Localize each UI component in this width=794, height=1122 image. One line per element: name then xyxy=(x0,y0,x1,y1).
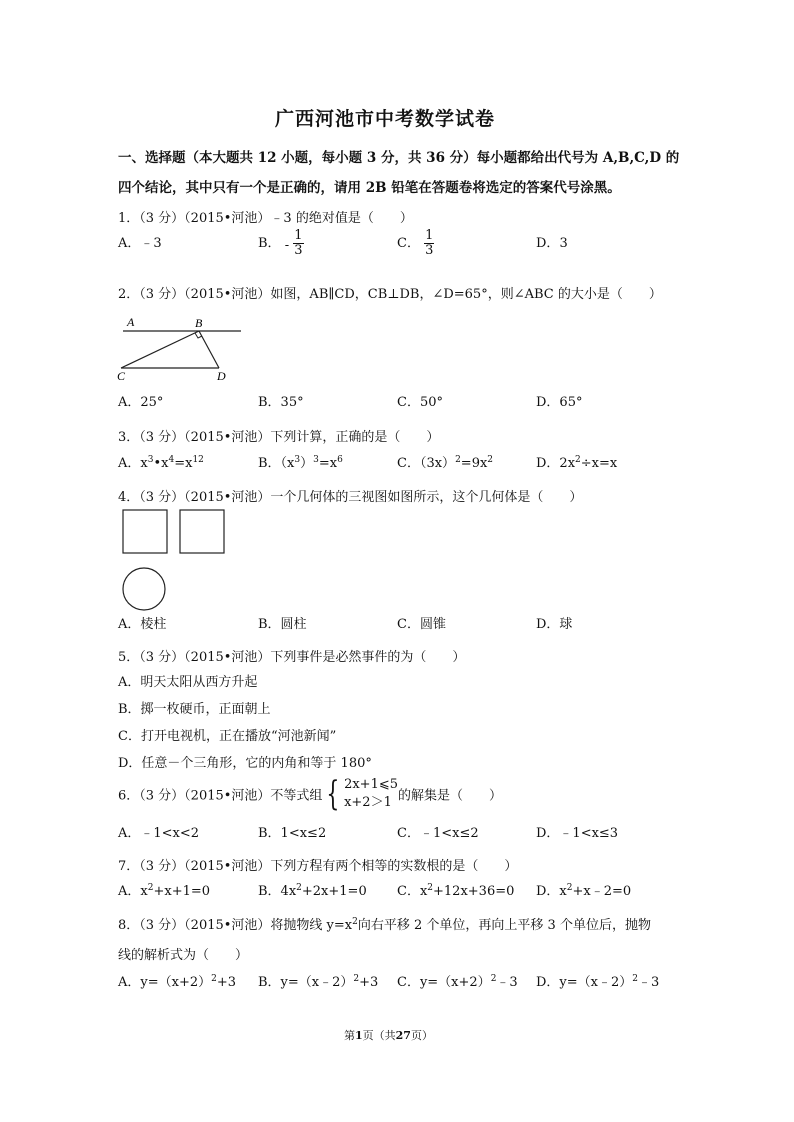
q2-option-d: D．65° xyxy=(536,395,583,410)
question-8-stem xyxy=(118,914,651,933)
inequality-1: 2x+1⩽5 xyxy=(344,777,399,792)
q1-option-a xyxy=(118,232,162,251)
page-total: 27 xyxy=(395,1029,411,1042)
expr-part: ） xyxy=(300,456,314,471)
point-label-d: D xyxy=(217,369,226,383)
expr-part: +3 xyxy=(216,975,237,990)
expr-part: +12x+36=0 xyxy=(433,884,515,899)
expr-part: +x+1=0 xyxy=(153,884,211,899)
q3-option-a xyxy=(118,452,204,471)
q4-option-a: A．棱柱 xyxy=(118,617,167,632)
q8-option-a xyxy=(118,971,236,990)
q2-geometry-figure xyxy=(115,312,245,384)
option-sign: - xyxy=(284,238,290,253)
option-label: D． xyxy=(536,236,560,251)
question-7-stem: 7．（3 分）（2015•河池）下列方程有两个相等的实数根的是（ ） xyxy=(118,859,518,874)
footer-text: 第 xyxy=(344,1029,355,1042)
exponent: 2 xyxy=(211,974,217,984)
stem-text: 的解集是（ ） xyxy=(398,788,503,804)
q1-option-b xyxy=(258,229,304,258)
question-2-stem: 2．（3 分）（2015•河池）如图，AB∥CD，CB⊥DB，∠D=65°，则∠ABC 的大小是（ ） xyxy=(118,287,662,302)
page-footer xyxy=(344,1027,433,1043)
q5-option-b: B．掷一枚硬币，正面朝上 xyxy=(118,702,271,717)
exponent: 3 xyxy=(294,455,301,465)
q8-option-c xyxy=(397,971,518,990)
exponent: 3 xyxy=(147,455,154,465)
exponent: 2 xyxy=(427,883,434,893)
q1-option-c xyxy=(397,229,434,258)
q7-option-d xyxy=(536,880,631,899)
expr-part: A．x xyxy=(118,456,148,471)
expr-part: ﹣3 xyxy=(496,975,518,990)
point-label-c: C xyxy=(117,369,126,383)
option-text: ﹣3 xyxy=(140,236,162,251)
q2-option-b: B．35° xyxy=(258,395,304,410)
side-view-square xyxy=(180,510,224,553)
expr-part: ﹣3 xyxy=(638,975,660,990)
exponent: 2 xyxy=(632,974,638,984)
exponent: 2 xyxy=(353,974,360,984)
exponent: 2 xyxy=(575,455,581,465)
exponent: 6 xyxy=(337,455,343,465)
segment-bc xyxy=(121,331,199,368)
expr-part: =x xyxy=(174,456,193,471)
page-number: 1 xyxy=(355,1029,363,1042)
question-3-stem: 3．（3 分）（2015•河池）下列计算，正确的是（ ） xyxy=(118,430,440,445)
front-view-square xyxy=(123,510,167,553)
question-8-stem-line2: 线的解析式为（ ） xyxy=(118,948,249,963)
q8-option-d xyxy=(536,971,659,990)
stem-text: 6．（3 分）（2015•河池）不等式组 xyxy=(118,788,323,804)
exponent: 2 xyxy=(487,455,494,465)
q4-option-b: B．圆柱 xyxy=(258,617,307,632)
q6-option-b: B．1<x≤2 xyxy=(258,826,327,841)
option-label: B． xyxy=(258,236,281,251)
footer-text: 页（共 xyxy=(362,1029,396,1042)
point-label-a: A xyxy=(127,315,135,329)
option-text: 3 xyxy=(559,236,568,251)
expr-part: +3 xyxy=(359,975,379,990)
question-6-stem xyxy=(118,776,502,812)
denominator: 3 xyxy=(425,243,434,258)
expr-part: ÷x=x xyxy=(580,456,618,471)
fraction xyxy=(424,229,434,258)
q2-option-a: A．25° xyxy=(118,395,164,410)
fraction xyxy=(293,229,303,258)
question-4-stem: 4．（3 分）（2015•河池）一个几何体的三视图如图所示，这个几何体是（ ） xyxy=(118,490,583,505)
denominator: 3 xyxy=(294,243,303,258)
exponent: 2 xyxy=(455,455,461,465)
inequality-system xyxy=(344,776,398,812)
expr-part: =9x xyxy=(460,456,488,471)
expr-part: A．y=（x+2） xyxy=(118,975,212,990)
exponent: 3 xyxy=(313,455,319,465)
expr-part: D．y=（x﹣2） xyxy=(536,975,633,990)
page-title: 广西河池市中考数学试卷 xyxy=(275,108,496,130)
expr-part: •x xyxy=(153,456,169,471)
section-header-line2: 四个结论，其中只有一个是正确的，请用 2B 铅笔在答题卷将选定的答案代号涂黑。 xyxy=(118,180,621,196)
stem-text: 8．（3 分）（2015•河池）将抛物线 y=x xyxy=(118,918,353,933)
top-view-circle xyxy=(123,568,165,610)
exponent: 2 xyxy=(147,883,154,893)
numerator: 1 xyxy=(425,228,434,243)
numerator: 1 xyxy=(294,228,303,243)
q3-option-d xyxy=(536,452,617,471)
q6-option-c: C．﹣1<x≤2 xyxy=(397,826,479,841)
option-label: C． xyxy=(397,236,420,251)
stem-text: 向右平移 2 个单位，再向上平移 3 个单位后，抛物 xyxy=(357,918,651,933)
q6-option-a: A．﹣1<x<2 xyxy=(118,826,200,841)
expr-part: D．x xyxy=(536,884,567,899)
expr-part: B．4x xyxy=(258,884,297,899)
q2-option-c: C．50° xyxy=(397,395,443,410)
expr-part: B．y=（x﹣2） xyxy=(258,975,354,990)
expr-part: +2x+1=0 xyxy=(301,884,367,899)
q3-option-c xyxy=(397,452,493,471)
option-label: A． xyxy=(118,236,141,251)
expr-part: B．（x xyxy=(258,456,295,471)
left-brace: { xyxy=(326,774,340,814)
q6-option-d: D．﹣1<x≤3 xyxy=(536,826,619,841)
question-1-stem: 1．（3 分）（2015•河池）﹣3 的绝对值是（ ） xyxy=(118,211,413,226)
point-label-b: B xyxy=(195,316,203,330)
q7-option-b xyxy=(258,880,367,899)
exponent: 2 xyxy=(352,917,358,927)
q5-option-a: A．明天太阳从西方升起 xyxy=(118,675,258,690)
expr-part: C．y=（x+2） xyxy=(397,975,491,990)
exponent: 2 xyxy=(296,883,302,893)
q7-option-c xyxy=(397,880,514,899)
exponent: 2 xyxy=(490,974,497,984)
q8-option-b xyxy=(258,971,378,990)
inequality-2: x+2＞1 xyxy=(344,795,392,810)
section-header-line1: 一、选择题（本大题共 12 小题，每小题 3 分，共 36 分）每小题都给出代号为 A,B,C,D 的 xyxy=(118,150,680,166)
expr-part: +x﹣2=0 xyxy=(572,884,632,899)
q1-option-d xyxy=(536,232,568,251)
expr-part: =x xyxy=(318,456,338,471)
q4-three-view-figure xyxy=(118,508,230,612)
exponent: 4 xyxy=(168,455,175,465)
q5-option-c: C．打开电视机，正在播放“河池新闻” xyxy=(118,729,337,744)
q4-option-d: D．球 xyxy=(536,617,573,632)
question-5-stem: 5．（3 分）（2015•河池）下列事件是必然事件的为（ ） xyxy=(118,650,466,665)
expr-part: C．x xyxy=(397,884,428,899)
exponent: 12 xyxy=(192,455,204,465)
exponent: 2 xyxy=(566,883,573,893)
q3-option-b xyxy=(258,452,343,471)
q5-option-d: D．任意－个三角形，它的内角和等于 180° xyxy=(118,756,372,771)
expr-part: D．2x xyxy=(536,456,576,471)
expr-part: C．（3x） xyxy=(397,456,456,471)
q7-option-a xyxy=(118,880,210,899)
footer-text: 页） xyxy=(410,1029,433,1042)
q4-option-c: C．圆锥 xyxy=(397,617,446,632)
expr-part: A．x xyxy=(118,884,148,899)
